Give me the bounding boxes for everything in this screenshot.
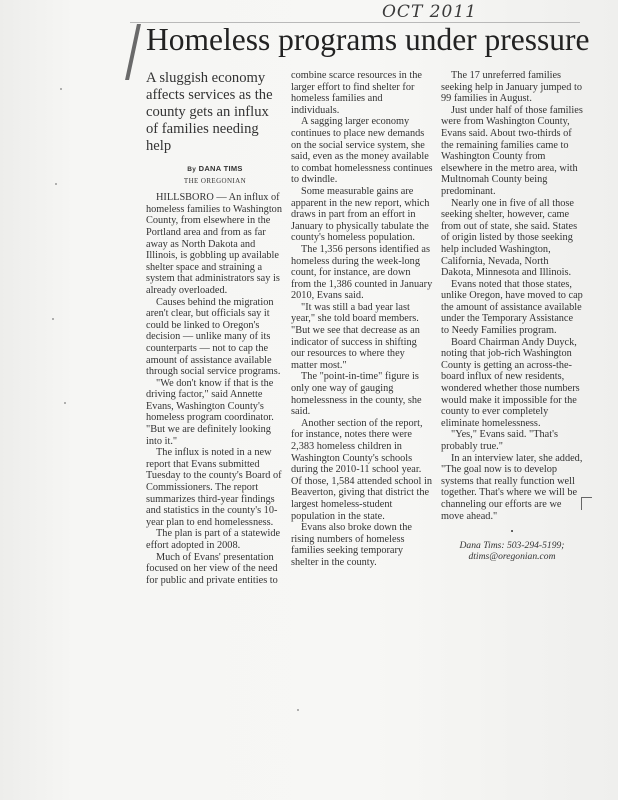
paragraph: Another section of the report, for instance, notes there were 2,383 homeless children in Washington County's schools during the 2010-11 school year. Of those, 1,584 attended school in Beaverton, giving that district the largest homeless-student population in the state. <box>291 417 432 522</box>
paragraph: The 1,356 persons identified as homeless during the week-long count, for instance, are down from the 1,386 counted in January 2010, Evans said. <box>291 243 433 302</box>
article-column-2 <box>291 70 433 569</box>
contact-line-2: dtims@oregonian.com <box>468 551 556 563</box>
paragraph: A sagging larger economy continues to place new demands on the social service system, she said, even as the money available to combat homelessness continues to dwindle. <box>291 116 433 186</box>
byline-publication: THE OREGONIAN <box>183 176 247 185</box>
handwritten-date-note: OCT 2011 <box>382 2 477 22</box>
paragraph: The 17 unreferred families seeking help in January jumped to 99 families in August. <box>441 70 582 105</box>
paragraph: Some measurable gains are apparent in the new report, which draws in part from an effort in January to physically tabulate the county's homeless population. <box>291 185 430 244</box>
paragraph: Much of Evans' presentation focused on her view of the need for public and private entities to <box>146 551 278 586</box>
byline <box>146 163 284 176</box>
article-column-1 <box>146 70 284 586</box>
scan-edge-mark <box>125 24 141 80</box>
paragraph: The plan is part of a statewide effort adopted in 2008. <box>146 528 281 551</box>
paragraph: "Yes," Evans said. "That's probably true." <box>441 429 558 452</box>
scan-speck <box>64 402 66 404</box>
paragraph: "We don't know if that is the driving factor," said Annette Evans, Washington County's homeless program coordinator. "But we are definitely looking into it." <box>146 377 274 447</box>
contact-line-1: Dana Tims: 503-294-5199; <box>459 539 565 551</box>
paragraph: Evans noted that those states, unlike Oregon, have moved to cap the amount of assistance available under the Temporary Assistance to Needy Families program. <box>441 278 583 337</box>
paragraph: combine scarce resources in the larger effort to find shelter for homeless families and individuals. <box>291 70 422 116</box>
paragraph: Just under half of those families were from Washington County, Evans said. About two-thirds of the remaining families came to Washington County from elsewhere in the metro area, with Multnomah County being predominant. <box>441 104 583 197</box>
paragraph: The "point-in-time" figure is only one way of gauging homelessness in the county, she said. <box>291 371 422 418</box>
deck-subheadline: A sluggish economy affects services as the county gets an influx of families needing help <box>146 70 273 154</box>
end-bullet: • <box>510 527 514 537</box>
byline-author: DANA TIMS <box>198 164 243 173</box>
paragraph: Causes behind the migration aren't clear, but officials say it could be linked to Oregon's decision — unlike many of its counterparts — not to cap the amount of assistance available through social service programs. <box>146 296 281 378</box>
paragraph: Evans also broke down the rising numbers of homeless families seeking temporary shelter in the county. <box>291 522 412 568</box>
paragraph: HILLSBORO — An influx of homeless families to Washington County, from elsewhere in the Portland area and from as far away as North Dakota and Illinois, is gobbling up available shelter space and straining a system that administrators say is already overloaded. <box>146 192 282 296</box>
paragraph: The influx is noted in a new report that Evans submitted Tuesday to the county's Board of Commissioners. The report summarizes third-year findings and statistics in the county's 10-year plan to end homelessness. <box>146 447 282 528</box>
paragraph: Board Chairman Andy Duyck, noting that job-rich Washington County is getting an across-the-board influx of new residents, wondered whether those numbers would make it impossible for the county to ever completely eliminate homelessness. <box>441 336 580 429</box>
article-column-3 <box>441 70 583 563</box>
scan-speck <box>60 88 62 90</box>
paragraph: Nearly one in five of all those seeking shelter, however, came from out of state, she said. States of origin listed by those seeking help included Washington, California, Nevada, North Dakota, Minnesota and Illinois. <box>441 197 578 279</box>
paragraph: "It was still a bad year last year," she told board members. "But we see that decrease as an indicator of success in shifting our resources to where they matter most." <box>291 301 420 371</box>
scan-speck <box>55 183 57 185</box>
scan-speck <box>297 709 299 711</box>
scan-speck <box>52 318 54 320</box>
corner-crop-mark <box>581 497 592 510</box>
paragraph: In an interview later, she added, "The goal now is to develop systems that really function well together. That's where we will be channeling our efforts are we move ahead." <box>441 452 583 522</box>
byline-by: By <box>187 166 197 173</box>
headline: Homeless programs under pressure <box>146 22 590 57</box>
